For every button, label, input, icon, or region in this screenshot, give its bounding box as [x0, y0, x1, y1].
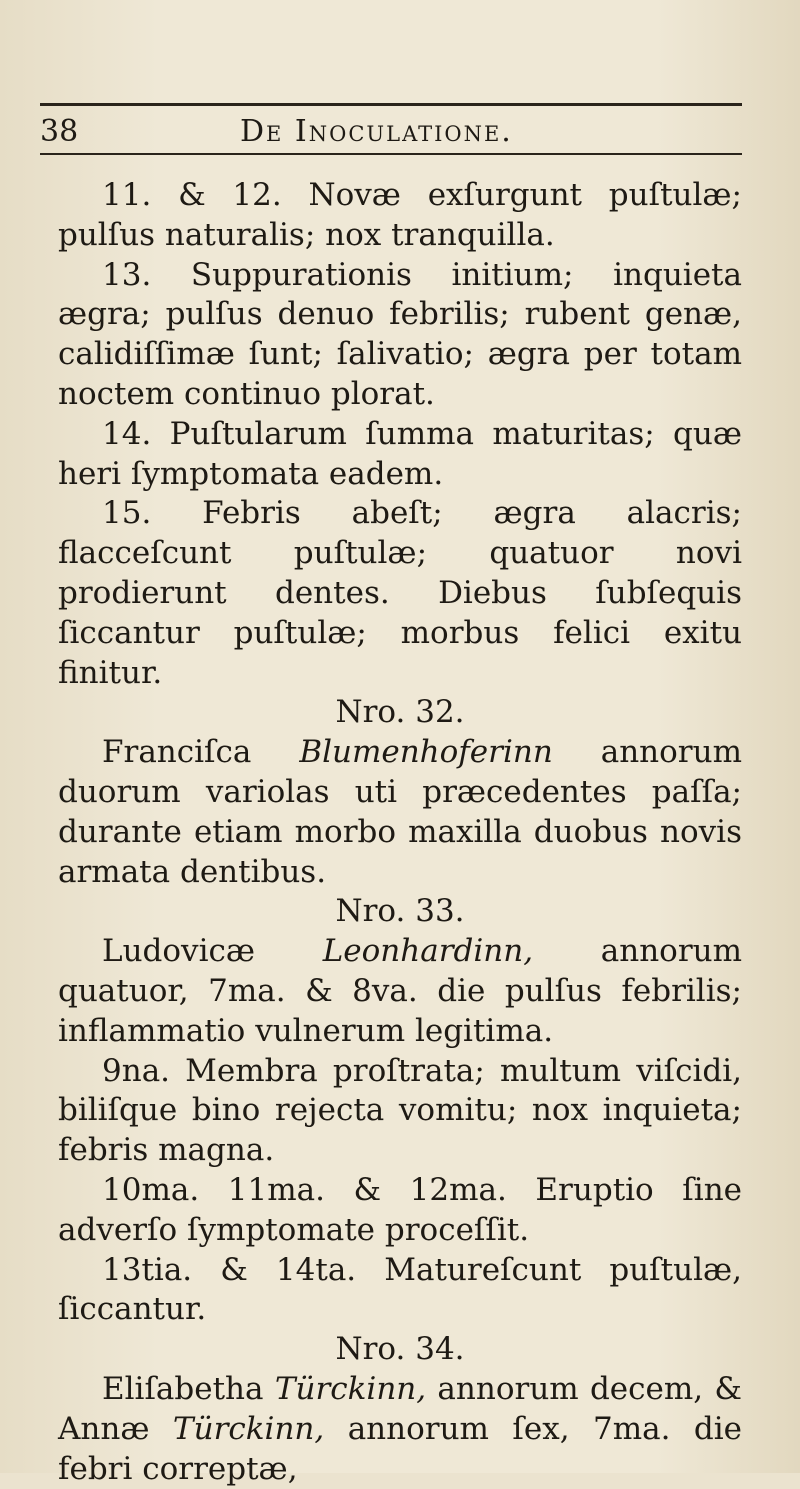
case-32-description: annorum duorum variolas uti præcedentes paſſa; durante etiam morbo maxilla duobus novis armata dentibus. — [58, 734, 742, 890]
case-33-name: Leonhardinn, — [322, 933, 534, 970]
case-34-name-pre: Eliſabetha — [102, 1370, 264, 1407]
header-rule-bottom — [40, 153, 742, 155]
case-32-name: Blumenhoferinn — [299, 734, 553, 771]
case-33-description: annorum quatuor, 7ma. & 8va. die pulſus febrilis; inflammatio vulnerum legitima. — [58, 933, 743, 1049]
page-number: 38 — [40, 114, 79, 149]
case-heading-32: Nro. 32. — [335, 694, 465, 731]
case-33-day-10-12: 10ma. 11ma. & 12ma. Eruptio ſine adverſo ſymptomate proceſſit. — [58, 1171, 742, 1248]
case-34-text — [58, 1370, 742, 1489]
case-33-day-9: 9na. Membra proſtrata; multum viſcidi, biliſque bino rejecta vomitu; nox inquieta; febris magna. — [58, 1052, 742, 1169]
case-heading-34: Nro. 34. — [335, 1331, 465, 1368]
case-32-name-pre: Franciſca — [102, 734, 252, 771]
case-34-description-1: annorum decem, & Annæ — [58, 1370, 742, 1447]
case-34-name-2: Türckinn, — [172, 1410, 325, 1447]
case-33-name-pre: Ludovicæ — [102, 933, 255, 970]
case-33-text — [58, 932, 742, 1051]
body-text — [58, 176, 742, 1489]
paragraph-day-15: 15. Febris abeſt; ægra alacris; flacceſcunt puſtulæ; quatuor novi prodierunt dentes. Diebus ſubſequis ſiccantur puſtulæ; morbus felici exitu finitur. — [58, 495, 742, 691]
case-34-description-2: annorum ſex, 7ma. die febri correptæ, — [58, 1410, 742, 1487]
case-33-day-13-14: 13tia. & 14ta. Matureſcunt puſtulæ, ſiccantur. — [58, 1251, 742, 1328]
header-rule-top — [40, 103, 742, 106]
paragraph-day-11-12: 11. & 12. Novæ exſurgunt puſtulæ; pulſus naturalis; nox tranquilla. — [58, 177, 742, 253]
running-head: De Inoculatione. — [240, 114, 513, 149]
case-34-name: Türckinn, — [274, 1370, 427, 1407]
paragraph-day-13: 13. Suppurationis initium; inquieta ægra; pulſus denuo febrilis; rubent genæ, calidiſſimæ ſunt; ſalivatio; ægra per totam noctem continuo plorat. — [58, 256, 742, 412]
case-heading-33: Nro. 33. — [335, 893, 465, 930]
case-32-text — [58, 733, 742, 892]
paragraph-day-14: 14. Puſtularum ſumma maturitas; quæ heri ſymptomata eadem. — [58, 415, 742, 492]
page-header — [40, 112, 742, 152]
